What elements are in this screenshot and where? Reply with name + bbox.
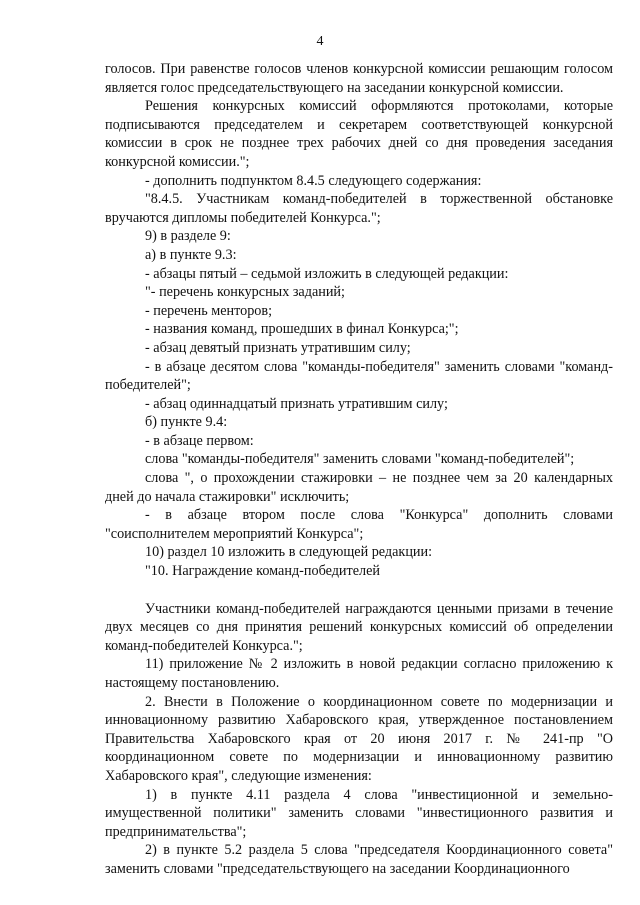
paragraph: слова "команды-победителя" заменить словами "команд-победителей"; [145, 451, 575, 468]
paragraph: 1) в пункте 4.11 раздела 4 слова "инвестиционной и земельно-имущественной политики" заменить словами "инвестиционного развития и предпринимательства"; [105, 786, 613, 840]
document-body [105, 60, 613, 879]
paragraph: 2) в пункте 5.2 раздела 5 слова "председателя Координационного совета" заменить словами "председательствующего на заседании Координационного [105, 842, 613, 877]
paragraph: - в абзаце десятом слова "команды-победителя" заменить словами "команд-победителей"; [105, 358, 613, 394]
paragraph: "- перечень конкурсных заданий; [145, 284, 345, 301]
paragraph: 2. Внести в Положение о координационном совете по модернизации и инновационному развитию Хабаровского края, утвержденное постановлением Правительства Хабаровского края от 20 июня 2017 г. № 241-пр "О координационном совете по модернизации и инновационному развитию Хабаровского края", следующие изменения: [105, 693, 613, 784]
paragraph: 10) раздел 10 изложить в следующей редакции: [145, 544, 433, 561]
paragraph: - дополнить подпунктом 8.4.5 следующего содержания: [145, 172, 482, 189]
paragraph: - названия команд, прошедших в финал Конкурса;"; [145, 321, 459, 338]
paragraph: слова ", о прохождении стажировки – не позднее чем за 20 календарных дней до начала стажировки" исключить; [105, 470, 613, 505]
paragraph: голосов. При равенстве голосов членов конкурсной комиссии решающим голосом является голос председательствующего на заседании конкурсной комиссии. [105, 61, 613, 96]
paragraph: Участники команд-победителей награждаются ценными призами в течение двух месяцев со дня принятия решений конкурсных комиссий об определении команд-победителей Конкурса."; [105, 600, 613, 654]
paragraph: 9) в разделе 9: [145, 228, 231, 245]
paragraph: - абзац одиннадцатый признать утратившим силу; [145, 395, 448, 412]
paragraph: б) пункте 9.4: [145, 414, 228, 431]
section-heading: "10. Награждение команд-победителей [145, 563, 380, 580]
paragraph: - абзацы пятый – седьмой изложить в следующей редакции: [145, 265, 509, 282]
paragraph: - абзац девятый признать утратившим силу; [145, 339, 411, 356]
paragraph: "8.4.5. Участникам команд-победителей в торжественной обстановке вручаются дипломы победителей Конкурса."; [105, 191, 613, 226]
page-number: 4 [316, 34, 324, 49]
paragraph: а) в пункте 9.3: [145, 246, 237, 263]
paragraph: - перечень менторов; [145, 302, 273, 319]
paragraph: - в абзаце втором после слова "Конкурса" дополнить словами "соисполнителем мероприятий Конкурса"; [105, 507, 613, 542]
paragraph: 11) приложение № 2 изложить в новой редакции согласно приложению к настоящему постановлению. [105, 656, 613, 691]
paragraph: - в абзаце первом: [145, 432, 254, 449]
paragraph: Решения конкурсных комиссий оформляются протоколами, которые подписываются председателем и секретарем соответствующей конкурсной комиссии в срок не позднее трех рабочих дней со дня проведения заседания конкурсной комиссии."; [105, 98, 613, 170]
